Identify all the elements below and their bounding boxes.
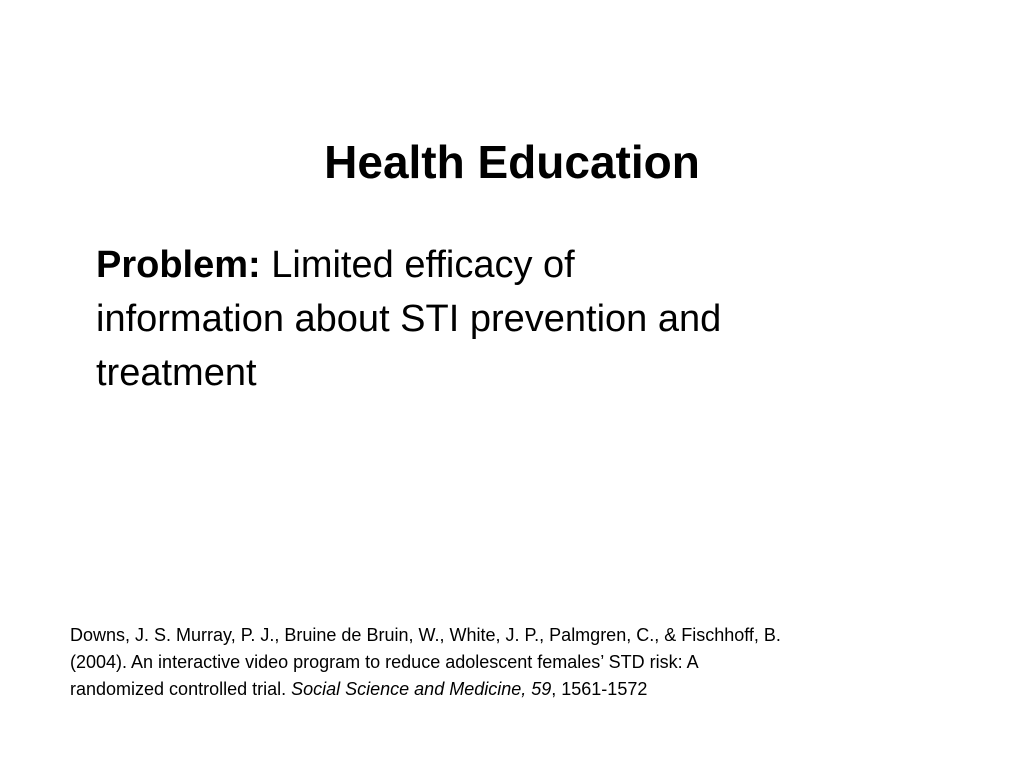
problem-statement bbox=[96, 238, 896, 400]
citation-line-3-text: randomized controlled trial. bbox=[70, 679, 292, 699]
citation-journal: Social Science and Medicine, 59 bbox=[291, 679, 552, 699]
problem-label: Problem: bbox=[96, 244, 261, 286]
citation-pages: , 1561-1572 bbox=[551, 679, 648, 699]
problem-text-3: treatment bbox=[96, 352, 257, 394]
citation-line-3 bbox=[70, 676, 1000, 703]
citation-line-2: (2004). An interactive video program to reduce adolescent females’ STD risk: A bbox=[70, 652, 699, 672]
citation-line-1: Downs, J. S. Murray, P. J., Bruine de Bruin, W., White, J. P., Palmgren, C., & Fischhoff, B. bbox=[70, 625, 781, 645]
slide-title: Health Education bbox=[324, 136, 700, 188]
citation bbox=[70, 622, 1000, 703]
problem-text-2: information about STI prevention and bbox=[96, 298, 722, 340]
problem-text-1: Limited efficacy of bbox=[260, 244, 575, 286]
problem-line-1 bbox=[96, 238, 896, 292]
